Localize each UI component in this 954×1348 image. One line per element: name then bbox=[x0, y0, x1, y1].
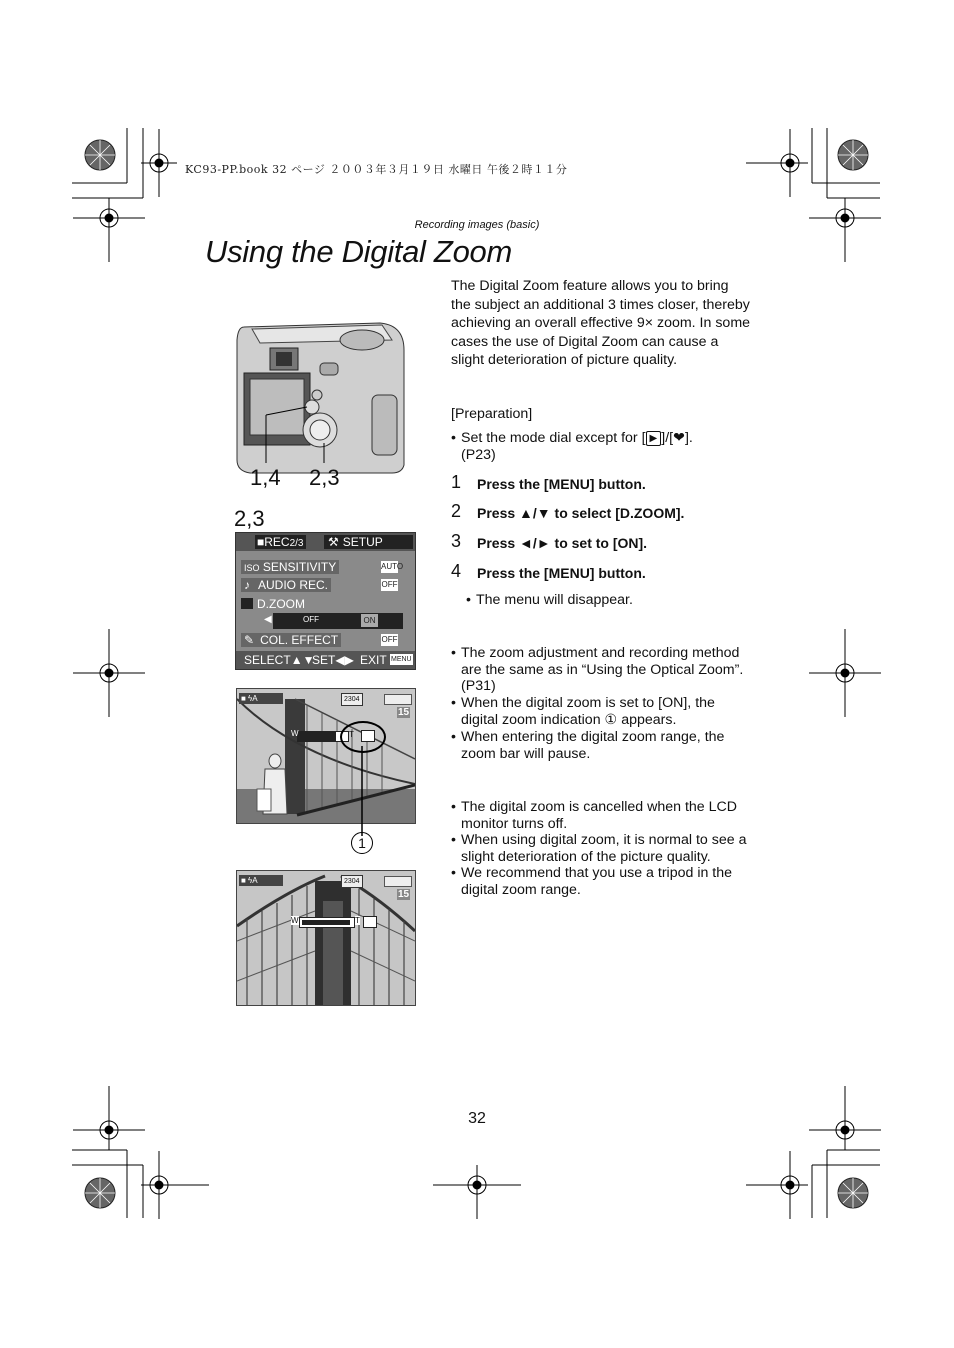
menu-button-icon: MENU bbox=[391, 656, 412, 663]
osd-battery-icon-2 bbox=[384, 876, 412, 887]
lcd-photo-bridge-person bbox=[236, 688, 416, 824]
camera-label-2-3: 2,3 bbox=[309, 465, 340, 490]
note-1-2: • When the digital zoom is set to [ON], the digital zoom indication ① appears. bbox=[451, 695, 715, 728]
sensitivity-value: AUTO bbox=[381, 562, 404, 571]
camera-label-1-4: 1,4 bbox=[250, 465, 281, 490]
osd-resolution-2: 2304 bbox=[341, 875, 363, 888]
play-mode-icon: ▶ bbox=[646, 431, 662, 446]
zoom-tele-label-2: T bbox=[355, 916, 360, 925]
heart-mode-icon: ❤ bbox=[673, 430, 685, 446]
menu-row-dzoom: D.ZOOM bbox=[241, 597, 409, 611]
dzoom-off-option: OFF bbox=[303, 615, 319, 624]
col-effect-value: OFF bbox=[381, 635, 398, 644]
osd-battery-icon bbox=[384, 694, 412, 705]
audio-rec-value: OFF bbox=[381, 580, 398, 589]
osd-shots-remaining-2: 15 bbox=[398, 889, 410, 900]
callout-line bbox=[357, 746, 367, 836]
note-2-1: • The digital zoom is cancelled when the LCD monitor turns off. bbox=[451, 799, 738, 832]
book-file-line: KC93-PP.book 32 ページ ２００３年３月１９日 水曜日 午後２時１１分 bbox=[185, 163, 568, 176]
camera-illustration bbox=[232, 315, 407, 475]
setup-menu-screen bbox=[235, 532, 416, 670]
osd-shots-remaining: 15 bbox=[398, 707, 410, 718]
intro-paragraph: The Digital Zoom feature allows you to bring the subject an additional 3 times closer, thereby achieving an overall effective 9× zoom. In some cases the use of Digital Zoom can cause a slight deterioration of picture quality. bbox=[451, 278, 751, 369]
note-1-1: • The zoom adjustment and recording method are the same as in “Using the Optical Zoom”. (P31) bbox=[451, 645, 744, 695]
menu-row-col-effect: ✎ COL. EFFECT OFF bbox=[241, 633, 409, 647]
dzoom-on-option: ON bbox=[361, 614, 378, 627]
zoom-bar-2 bbox=[299, 917, 355, 928]
page-number: 32 bbox=[468, 1110, 486, 1127]
bridge-scene-2 bbox=[237, 871, 415, 1005]
note-2-3: • We recommend that you use a tripod in the digital zoom range. bbox=[451, 865, 733, 898]
note-2-2: • When using digital zoom, it is normal to see a slight deterioration of the picture quality. bbox=[451, 832, 747, 865]
page-title: Using the Digital Zoom bbox=[205, 234, 512, 269]
digital-zoom-indicator-2 bbox=[363, 916, 377, 928]
section-header: Recording images (basic) bbox=[414, 219, 540, 231]
note-1-3: • When entering the digital zoom range, the zoom bar will pause. bbox=[451, 729, 725, 762]
dzoom-icon bbox=[241, 598, 253, 609]
lcd-photo-bridge-zoomed bbox=[236, 870, 416, 1006]
preparation-bullet: • Set the mode dial except for [ ▶ ]/[❤]. (P23) bbox=[451, 430, 693, 463]
zoom-tele-label: T bbox=[349, 730, 354, 739]
color-effect-icon: ✎ bbox=[244, 633, 255, 647]
osd-mode-icons-2: ■ ϟA bbox=[239, 875, 283, 886]
setup-tab: ⚒ SETUP bbox=[324, 535, 413, 549]
microphone-icon: ♪ bbox=[244, 578, 250, 592]
step-note: • The menu will disappear. bbox=[466, 592, 633, 608]
menu-row-audio-rec: ♪ AUDIO REC. OFF bbox=[241, 578, 409, 592]
osd-resolution: 2304 bbox=[341, 693, 363, 706]
dzoom-selector: ◀ OFF ON bbox=[273, 613, 403, 629]
wrench-icon: ⚒ bbox=[328, 535, 339, 549]
menu-footer: SELECT▲▼ SET◀▶ EXIT MENU bbox=[236, 651, 415, 669]
zoom-wide-label: W bbox=[291, 729, 299, 738]
menu-label-2-3: 2,3 bbox=[234, 506, 265, 531]
zoom-wide-label-2: W bbox=[291, 916, 299, 925]
menu-row-sensitivity: ISO SENSITIVITY AUTO bbox=[241, 560, 409, 574]
camera-icon: ■ bbox=[257, 535, 265, 549]
preparation-heading: [Preparation] bbox=[451, 406, 533, 422]
bridge-scene-1 bbox=[237, 689, 415, 823]
rec-tab: ■REC2/3 bbox=[257, 535, 304, 549]
osd-mode-icons: ■ ϟA bbox=[239, 693, 283, 704]
callout-number-1: 1 bbox=[351, 832, 373, 854]
